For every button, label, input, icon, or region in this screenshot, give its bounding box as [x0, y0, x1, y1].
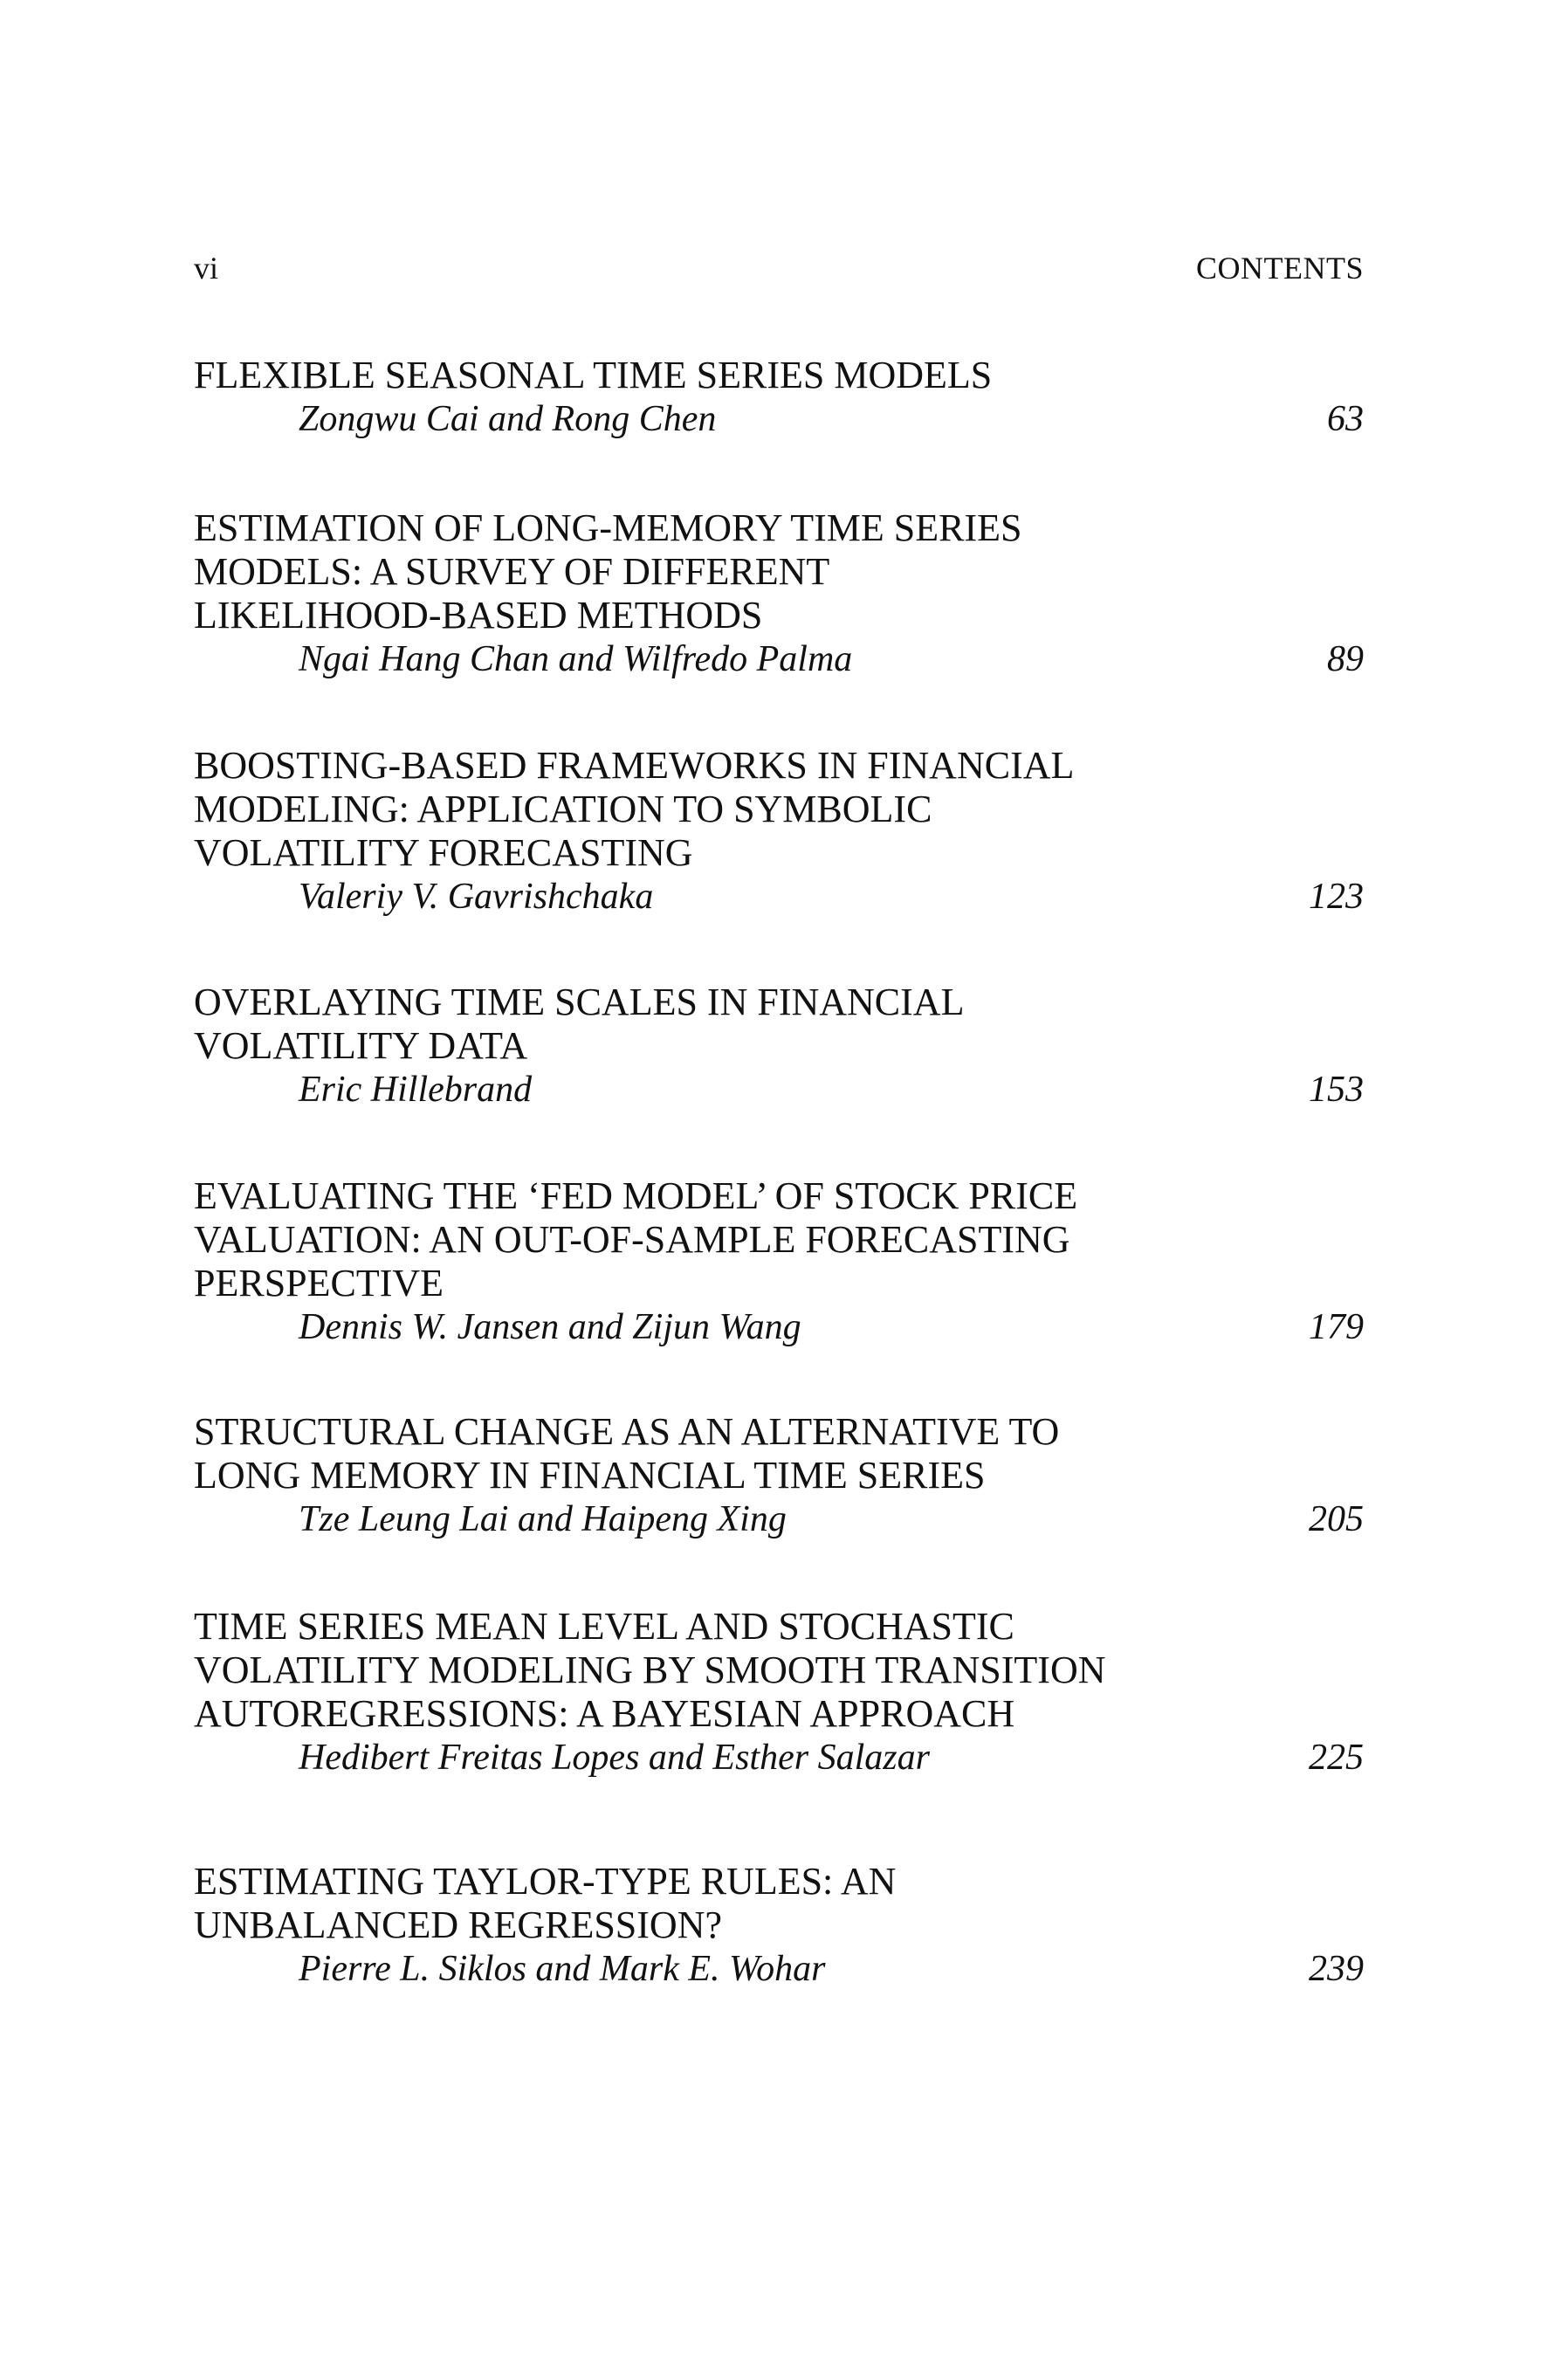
entry-title: [194, 1174, 1364, 1305]
entry-authors: Pierre L. Siklos and Mark E. Wohar: [299, 1949, 826, 1989]
entry-title-line: VALUATION: AN OUT-OF-SAMPLE FORECASTING: [194, 1218, 1070, 1261]
entry-title-line: OVERLAYING TIME SCALES IN FINANCIAL: [194, 981, 965, 1023]
entry-title: [194, 354, 1364, 397]
entry-authors: Hedibert Freitas Lopes and Esther Salazar: [299, 1738, 930, 1778]
author-row: [194, 1305, 1364, 1349]
running-head: CONTENTS: [1196, 251, 1364, 286]
entry-title-line: BOOSTING-BASED FRAMEWORKS IN FINANCIAL: [194, 744, 1075, 787]
entry-title-line: FLEXIBLE SEASONAL TIME SERIES MODELS: [194, 354, 993, 396]
entry-authors: Valeriy V. Gavrishchaka: [299, 877, 654, 917]
entry-title: [194, 506, 1364, 637]
toc-entry: [194, 981, 1364, 1112]
entry-title-line: TIME SERIES MEAN LEVEL AND STOCHASTIC: [194, 1605, 1014, 1648]
toc-entry: [194, 1605, 1364, 1779]
entry-authors: Dennis W. Jansen and Zijun Wang: [299, 1307, 801, 1347]
entry-title-line: ESTIMATION OF LONG-MEMORY TIME SERIES: [194, 506, 1022, 549]
toc-entry: [194, 1410, 1364, 1541]
entry-authors: Tze Leung Lai and Haipeng Xing: [299, 1499, 787, 1539]
author-row: [194, 1736, 1364, 1779]
entry-page-number: 153: [1309, 1070, 1364, 1110]
entry-title-line: ESTIMATING TAYLOR-TYPE RULES: AN: [194, 1860, 897, 1903]
entry-title-line: EVALUATING THE ‘FED MODEL’ OF STOCK PRICE: [194, 1174, 1078, 1217]
entry-title-line: VOLATILITY DATA: [194, 1024, 528, 1067]
entry-title: [194, 1410, 1364, 1497]
author-row: [194, 397, 1364, 441]
author-row: [194, 1497, 1364, 1541]
entry-authors: Ngai Hang Chan and Wilfredo Palma: [299, 639, 853, 679]
entry-title: [194, 744, 1364, 875]
toc-entry: [194, 1174, 1364, 1349]
entry-title-line: MODELING: APPLICATION TO SYMBOLIC: [194, 788, 932, 830]
table-of-contents: [194, 0, 1364, 2361]
entry-title-line: AUTOREGRESSIONS: A BAYESIAN APPROACH: [194, 1692, 1015, 1735]
entry-title-line: VOLATILITY FORECASTING: [194, 831, 693, 874]
entry-authors: Zongwu Cai and Rong Chen: [299, 399, 717, 439]
entry-title: [194, 1860, 1364, 1947]
entry-authors: Eric Hillebrand: [299, 1070, 533, 1110]
entry-title: [194, 1605, 1364, 1736]
toc-entry: [194, 744, 1364, 919]
page-number-folio: vi: [194, 251, 219, 286]
entry-title-line: LIKELIHOOD-BASED METHODS: [194, 594, 763, 637]
toc-entry: [194, 1860, 1364, 1991]
author-row: [194, 1947, 1364, 1991]
entry-title-line: STRUCTURAL CHANGE AS AN ALTERNATIVE TO: [194, 1410, 1060, 1453]
entry-page-number: 63: [1327, 399, 1364, 439]
toc-entry: [194, 506, 1364, 681]
entry-page-number: 205: [1309, 1499, 1364, 1539]
entry-title-line: VOLATILITY MODELING BY SMOOTH TRANSITION: [194, 1649, 1106, 1691]
author-row: [194, 637, 1364, 681]
author-row: [194, 1068, 1364, 1112]
toc-entry: [194, 354, 1364, 441]
entry-title-line: UNBALANCED REGRESSION?: [194, 1903, 722, 1946]
entry-page-number: 89: [1327, 639, 1364, 679]
entry-title: [194, 981, 1364, 1068]
entry-title-line: PERSPECTIVE: [194, 1262, 444, 1304]
entry-page-number: 225: [1309, 1738, 1364, 1778]
entry-page-number: 123: [1309, 877, 1364, 917]
entry-title-line: LONG MEMORY IN FINANCIAL TIME SERIES: [194, 1454, 986, 1497]
entry-page-number: 239: [1309, 1949, 1364, 1989]
entry-page-number: 179: [1309, 1307, 1364, 1347]
entry-title-line: MODELS: A SURVEY OF DIFFERENT: [194, 550, 830, 593]
author-row: [194, 875, 1364, 919]
